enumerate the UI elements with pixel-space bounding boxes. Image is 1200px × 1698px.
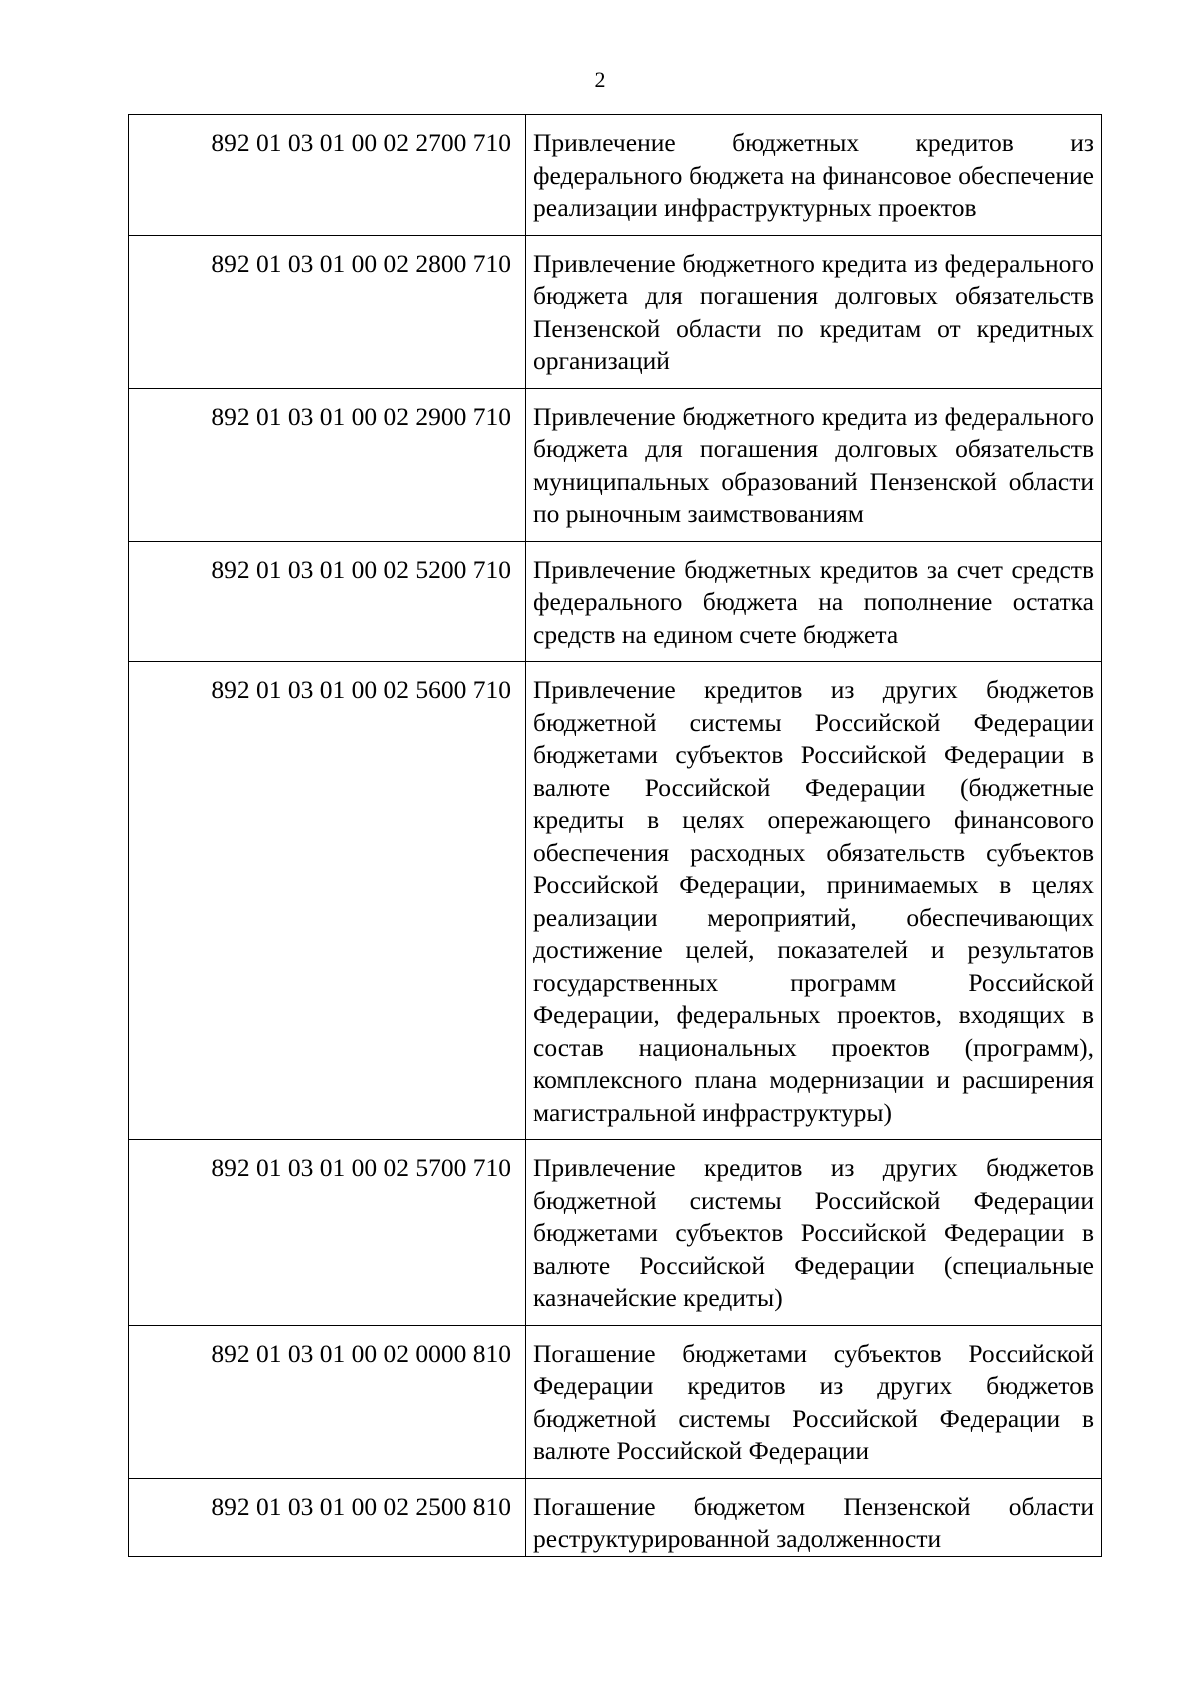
description-cell: Погашение бюджетом Пензенской области реструктурированной задолженности xyxy=(526,1478,1102,1556)
table-row xyxy=(129,388,1102,541)
budget-code-table xyxy=(128,114,1102,1557)
table-row xyxy=(129,1140,1102,1326)
table-row xyxy=(129,1325,1102,1478)
budget-code-cell: 892 01 03 01 00 02 5200 710 xyxy=(129,541,526,662)
description-cell: Погашение бюджетами субъектов Российской Федерации кредитов из других бюджетов бюджетной системы Российской Федерации в валюте Российской Федерации xyxy=(526,1325,1102,1478)
table-row xyxy=(129,115,1102,236)
budget-code-cell: 892 01 03 01 00 02 5700 710 xyxy=(129,1140,526,1326)
description-cell: Привлечение бюджетного кредита из федерального бюджета для погашения долговых обязательств Пензенской области по кредитам от кредитных организаций xyxy=(526,235,1102,388)
table-row xyxy=(129,235,1102,388)
budget-code-cell: 892 01 03 01 00 02 2500 810 xyxy=(129,1478,526,1556)
description-cell: Привлечение бюджетных кредитов из федерального бюджета на финансовое обеспечение реализации инфраструктурных проектов xyxy=(526,115,1102,236)
budget-code-cell: 892 01 03 01 00 02 2900 710 xyxy=(129,388,526,541)
budget-code-cell: 892 01 03 01 00 02 0000 810 xyxy=(129,1325,526,1478)
description-cell: Привлечение кредитов из других бюджетов бюджетной системы Российской Федерации бюджетами субъектов Российской Федерации в валюте Российской Федерации (специальные казначейские кредиты) xyxy=(526,1140,1102,1326)
description-cell: Привлечение бюджетных кредитов за счет средств федерального бюджета на пополнение остатка средств на едином счете бюджета xyxy=(526,541,1102,662)
description-cell: Привлечение кредитов из других бюджетов бюджетной системы Российской Федерации бюджетами субъектов Российской Федерации в валюте Российской Федерации (бюджетные кредиты в целях опережающего финансового обеспечения расходных обязательств субъектов Российской Федерации, принимаемых в целях реализации мероприятий, обеспечивающих достижение целей, показателей и результатов государственных программ Российской Федерации, федеральных проектов, входящих в состав национальных проектов (программ), комплексного плана модернизации и расширения магистральной инфраструктуры) xyxy=(526,662,1102,1140)
table-row xyxy=(129,1478,1102,1556)
budget-code-cell: 892 01 03 01 00 02 5600 710 xyxy=(129,662,526,1140)
table-row xyxy=(129,662,1102,1140)
page-number: 2 xyxy=(594,67,606,92)
budget-code-cell: 892 01 03 01 00 02 2700 710 xyxy=(129,115,526,236)
budget-code-cell: 892 01 03 01 00 02 2800 710 xyxy=(129,235,526,388)
table-row xyxy=(129,541,1102,662)
description-cell: Привлечение бюджетного кредита из федерального бюджета для погашения долговых обязательств муниципальных образований Пензенской области по рыночным заимствованиям xyxy=(526,388,1102,541)
